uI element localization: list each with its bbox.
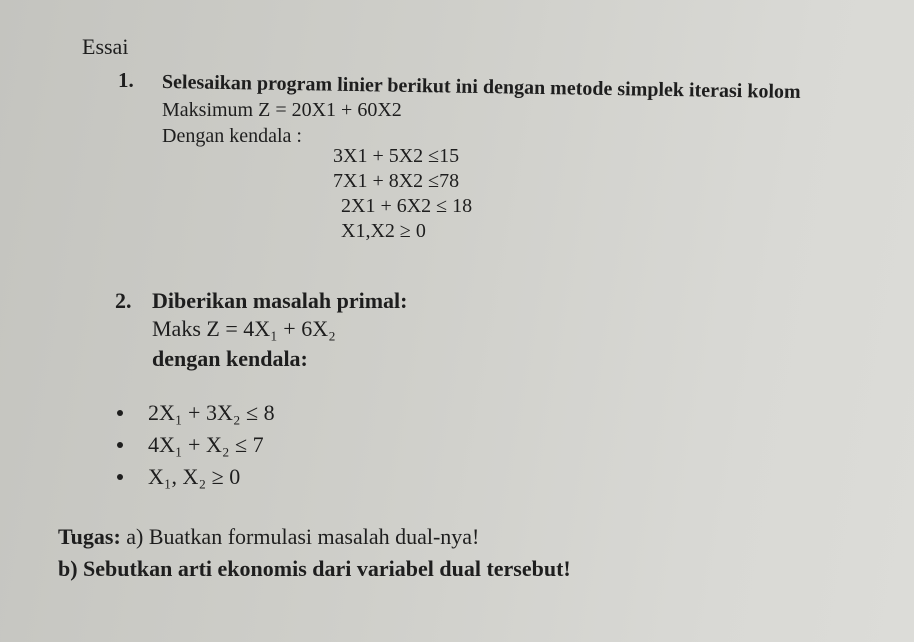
q1-constraint-2: 7X1 + 8X2 ≤78 [333, 170, 460, 192]
task-b: b) Sebutkan arti ekonomis dari variabel dual tersebut! [58, 556, 571, 581]
task-label: Tugas: [58, 524, 121, 549]
q1-number: 1. [118, 68, 134, 92]
bullet-icon [117, 474, 123, 480]
q2-objective: Maks Z = 4X₁ + 6X₂ [152, 316, 336, 341]
task-a-line [58, 526, 479, 548]
q2-constraint-label: dengan kendala: [152, 346, 308, 371]
q1-constraint-label: Dengan kendala : [162, 125, 302, 147]
q2-constraint-3: X₁, X₂ ≥ 0 [148, 464, 241, 489]
q2-intro: Diberikan masalah primal: [152, 288, 408, 313]
q1-objective: Maksimum Z = 20X1 + 60X2 [162, 99, 402, 121]
bullet-icon [117, 410, 123, 416]
q1-constraint-4: X1,X2 ≥ 0 [341, 220, 426, 242]
q2-constraint-2: 4X₁ + X₂ ≤ 7 [148, 432, 264, 457]
q1-instruction: Selesaikan program linier berikut ini dengan metode simplek iterasi kolom [161, 71, 801, 104]
section-title: Essai [82, 34, 129, 59]
bullet-icon [117, 442, 123, 448]
task-a: a) Buatkan formulasi masalah dual-nya! [126, 524, 480, 549]
q1-constraint-3: 2X1 + 6X2 ≤ 18 [341, 195, 473, 217]
q1-constraint-1: 3X1 + 5X2 ≤15 [333, 145, 460, 167]
q2-constraint-1: 2X₁ + 3X₂ ≤ 8 [148, 400, 275, 425]
q2-number: 2. [115, 288, 132, 313]
